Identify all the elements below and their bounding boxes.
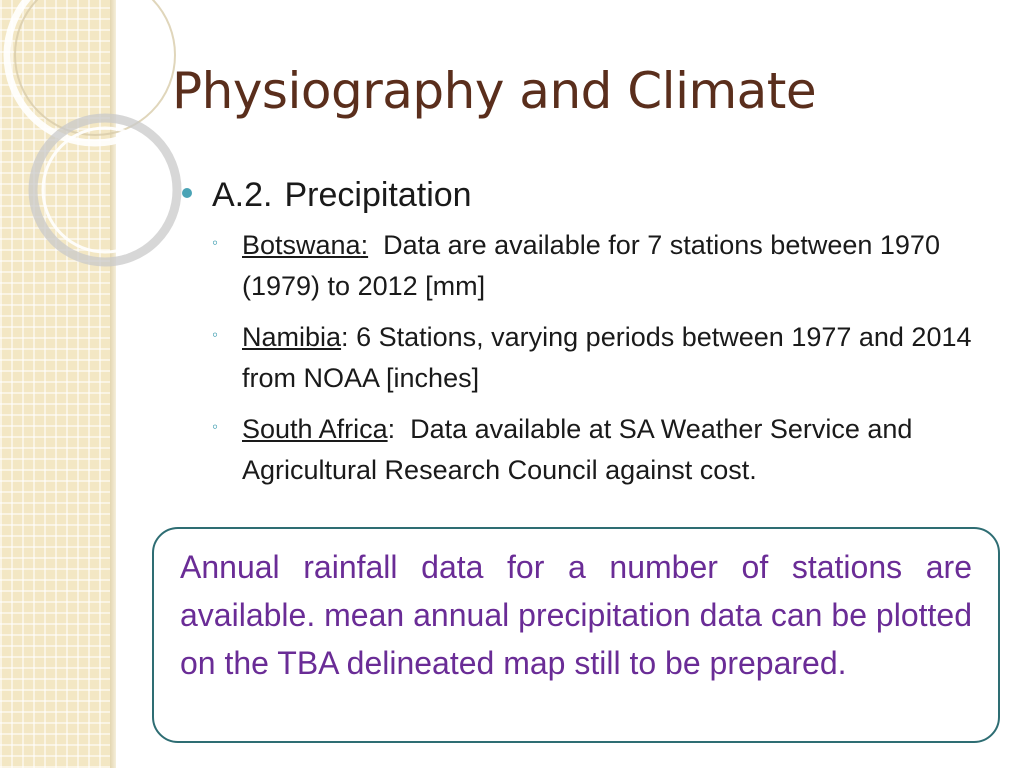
bullet-heading-text: Precipitation	[284, 176, 472, 214]
country-separator: :	[360, 230, 369, 260]
country-label: South Africa	[242, 414, 388, 444]
sub-bullet-south-africa	[212, 409, 982, 491]
ring-bullet-icon: ◦	[212, 417, 219, 436]
sub-bullet-body	[242, 225, 977, 307]
sub-bullet-text: Data available at SA Weather Service and Agricultural Research Council against cost.	[242, 414, 919, 485]
country-separator: :	[341, 322, 349, 352]
slide-content	[182, 176, 982, 501]
country-label: Botswana	[242, 230, 361, 260]
decorative-rings-icon	[0, 0, 170, 300]
country-label: Namibia	[242, 322, 342, 352]
sub-bullet-text: 6 Stations, varying periods between 1977 and 2014 from NOAA [inches]	[242, 322, 980, 393]
sub-bullet-body	[242, 409, 977, 491]
sub-bullet-body	[242, 317, 980, 399]
bullet-level-1	[182, 176, 982, 215]
sub-bullet-text: Data are available for 7 stations between 1970 (1979) to 2012 [mm]	[242, 230, 948, 301]
callout-box	[152, 527, 1000, 743]
bullet-dot-icon	[182, 188, 192, 198]
sub-bullet-namibia	[212, 317, 982, 399]
country-separator: :	[387, 414, 396, 444]
ring-bullet-icon: ◦	[212, 325, 219, 344]
slide-title: Physiography and Climate	[172, 62, 817, 120]
sub-bullet-botswana	[212, 225, 982, 307]
callout-text: Annual rainfall data for a number of stations are available. mean annual precipitation data can be plotted on the TBA delineated map still to be prepared.	[180, 549, 972, 681]
bullet-number: A.2.	[212, 176, 273, 214]
ring-bullet-icon: ◦	[212, 233, 219, 252]
bullet-heading	[212, 176, 472, 215]
